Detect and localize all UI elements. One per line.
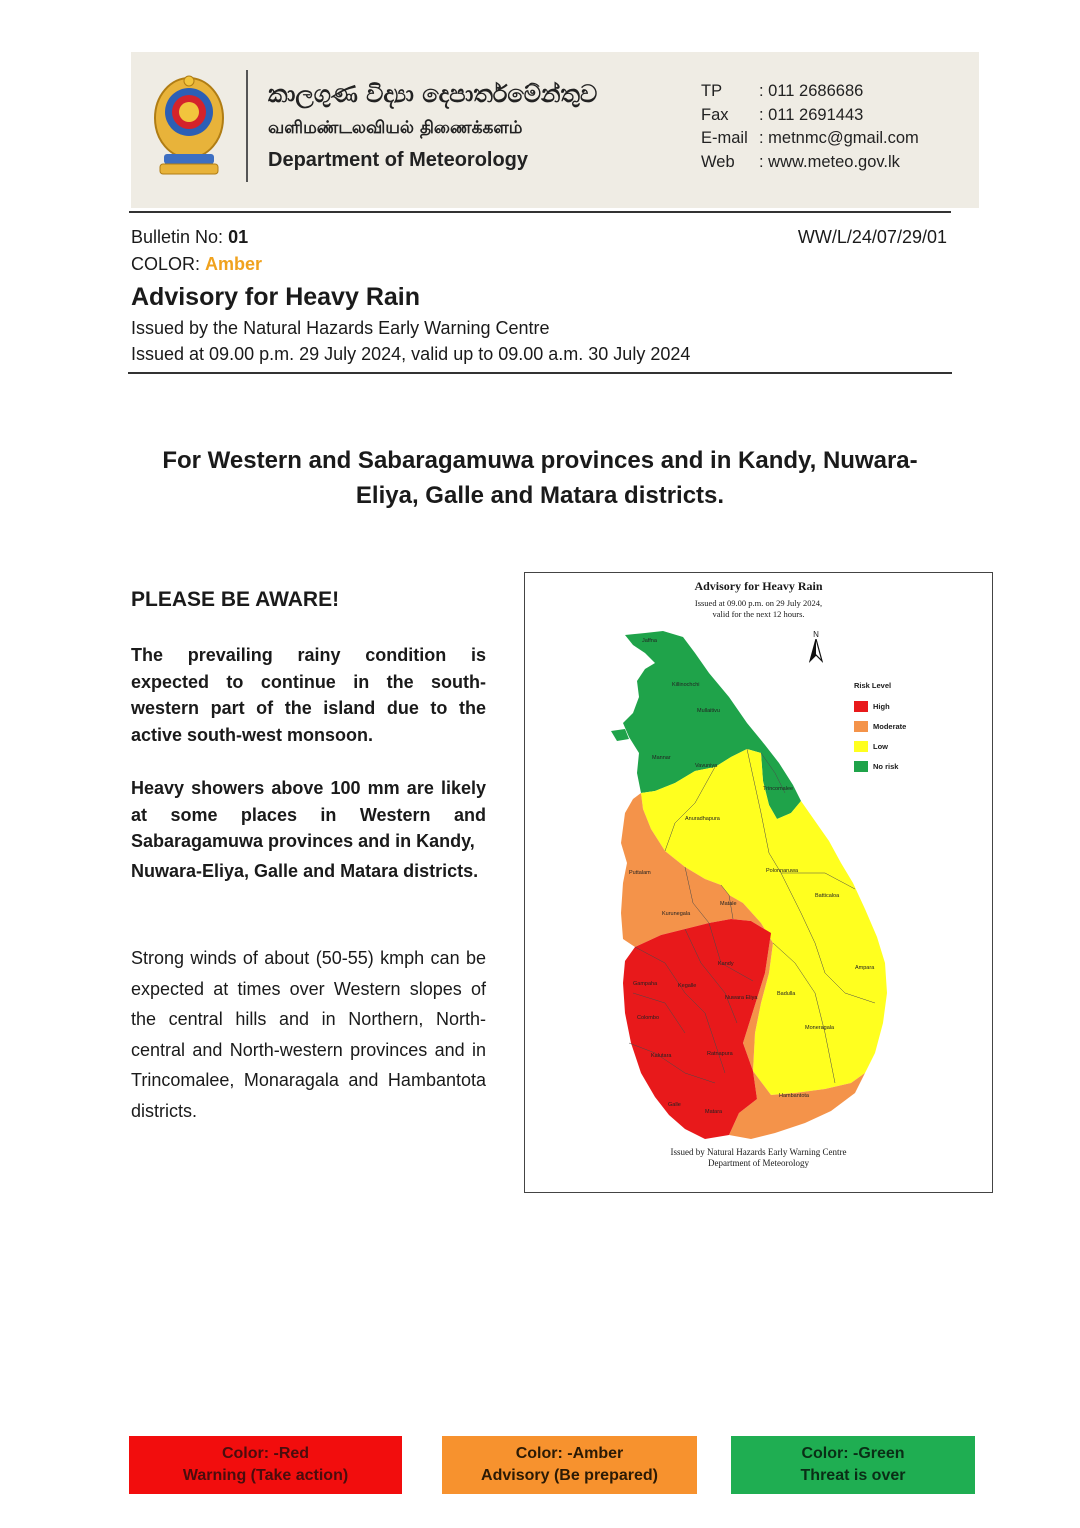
label-colombo: Colombo: [637, 1015, 660, 1021]
label-jaffna: Jaffna: [642, 638, 657, 644]
issued-by: Issued by the Natural Hazards Early Warning Centre: [131, 318, 550, 338]
advisory-title: Advisory for Heavy Rain: [131, 283, 420, 311]
issued-at: Issued at 09.00 p.m. 29 July 2024, valid up to 09.00 a.m. 30 July 2024: [131, 344, 691, 364]
label-batticaloa: Batticaloa: [815, 893, 840, 899]
label-puttalam: Puttalam: [629, 870, 651, 876]
color-key-green: Color: -Green Threat is over: [731, 1436, 975, 1494]
paragraph-heavy-showers: Heavy showers above 100 mm are likely at some places in Western and Sabaragamuwa provinces and in Kandy, Nuwara-Eliya, Galle and Matara districts.: [131, 778, 486, 882]
label-kalutara: Kalutara: [651, 1053, 672, 1059]
header-divider: [246, 70, 248, 182]
please-be-aware-heading: PLEASE BE AWARE!: [131, 588, 340, 611]
legend-item-low: Low: [854, 736, 906, 756]
label-hambantota: Hambantota: [779, 1093, 809, 1099]
color-key-amber: Color: -Amber Advisory (Be prepared): [442, 1436, 697, 1494]
label-badulla: Badulla: [777, 991, 796, 997]
advisory-headline: For Western and Sabaragamuwa provinces and in Kandy, Nuwara- Eliya, Galle and Matara districts.: [162, 447, 918, 509]
paragraph-strong-winds: Strong winds of about (50-55) kmph can be expected at times over Western slopes of the central hills and in Northern, North-central and North-western provinces and in Trincomalee, Monaragala and Hambantota districts.: [131, 948, 486, 1121]
label-kegalle: Kegalle: [678, 983, 697, 989]
north-arrow-icon: [809, 639, 823, 663]
legend-swatch-moderate: [854, 721, 868, 732]
label-polonnaruwa: Polonnaruwa: [766, 868, 799, 874]
legend-swatch-high: [854, 701, 868, 712]
legend-item-moderate: Moderate: [854, 716, 906, 736]
legend-item-high: High: [854, 696, 906, 716]
color-value: Amber: [205, 254, 263, 274]
region-no-risk-island: [611, 729, 629, 741]
label-matale: Matale: [720, 901, 737, 907]
label-gampaha: Gampaha: [633, 981, 658, 987]
department-name-sinhala: කාලගුණ විද්‍යා දෙපාර්තමේන්තුව: [268, 80, 598, 108]
label-monaragala: Moneragala: [805, 1025, 835, 1031]
label-ratnapura: Ratnapura: [707, 1051, 733, 1057]
legend-item-no-risk: No risk: [854, 756, 906, 776]
label-ampara: Ampara: [855, 965, 875, 971]
label-nuwara-eliya: Nuwara Eliya: [725, 995, 758, 1001]
risk-map: [524, 572, 993, 1193]
label-anuradhapura: Anuradhapura: [685, 816, 720, 822]
department-name-tamil: வளிமண்டலவியல் திணைக்களம்: [268, 118, 523, 138]
label-matara: Matara: [705, 1109, 723, 1115]
department-name-english: Department of Meteorology: [268, 149, 529, 171]
label-mannar: Mannar: [652, 755, 671, 761]
label-galle: Galle: [668, 1102, 681, 1108]
contact-row-email: E-mail : metnmc@gmail.com: [701, 129, 919, 147]
north-arrow: N: [809, 630, 823, 665]
label-kandy: Kandy: [718, 961, 734, 967]
label-trincomalee: Trincomalee: [763, 786, 794, 792]
bulletin-number: Bulletin No: 01: [131, 227, 249, 247]
header-rule: [129, 211, 951, 213]
map-footer: Issued by Natural Hazards Early Warning Centre Department of Meteorology: [670, 1147, 847, 1168]
paragraph-rainy-condition: The prevailing rainy condition is expected to continue in the south-western part of the island due to the active south-west monsoon.: [131, 645, 486, 746]
risk-legend: [854, 681, 906, 776]
map-subtitle: Issued at 09.00 p.m. on 29 July 2024, valid for the next 12 hours.: [694, 598, 823, 619]
legend-swatch-low: [854, 741, 868, 752]
legend-swatch-no-risk: [854, 761, 868, 772]
label-kurunegala: Kurunegala: [662, 911, 691, 917]
color-key-red: Color: -Red Warning (Take action): [129, 1436, 402, 1494]
label-killinochchi: Killinochchi: [672, 682, 700, 688]
bulletin-reference: WW/L/24/07/29/01: [797, 227, 947, 247]
contact-row-web: Web : www.meteo.gov.lk: [701, 152, 900, 171]
contact-row-phone: TP : 011 2686686: [701, 82, 864, 100]
legend-title: Risk Level: [854, 681, 892, 690]
national-emblem-icon: [152, 72, 226, 178]
title-rule: [128, 372, 952, 374]
label-vavuniya: Vavuniya: [695, 763, 718, 769]
bulletin-color: COLOR: Amber: [131, 254, 263, 274]
sri-lanka-map: [525, 573, 992, 1192]
label-mullaitivu: Mullaitivu: [697, 708, 720, 714]
contact-row-fax: Fax : 011 2691443: [701, 105, 864, 124]
map-title: Advisory for Heavy Rain: [694, 579, 823, 593]
contact-block: [701, 80, 919, 174]
